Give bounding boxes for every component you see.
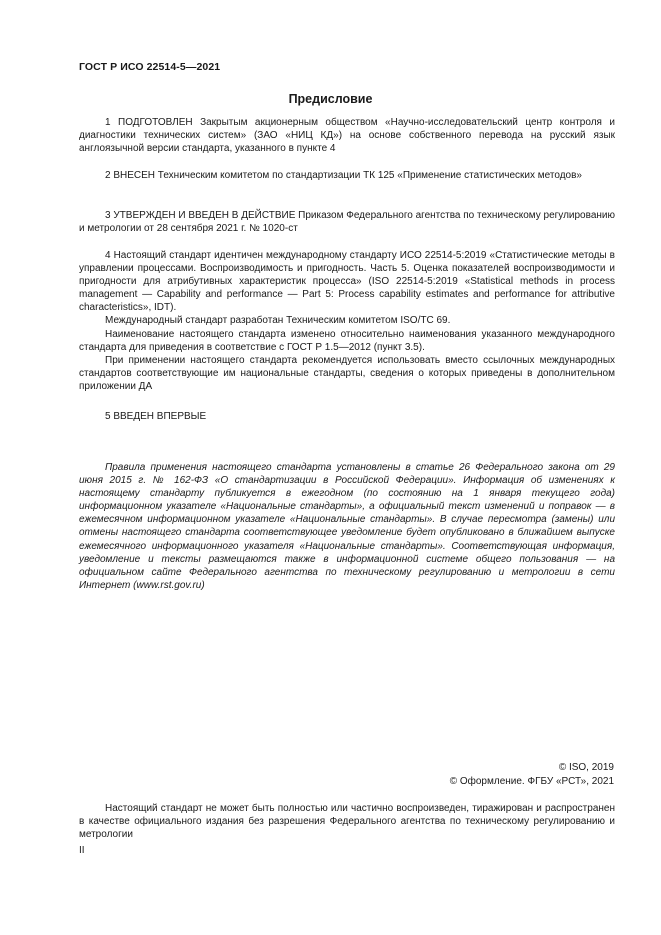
foreword-item-2 (79, 169, 615, 182)
foreword-item-1 (79, 116, 615, 155)
paragraph: 3 УТВЕРЖДЕН И ВВЕДЕН В ДЕЙСТВИЕ Приказом Федерального агентства по техническому регулированию и метрологии от 28 сентября 2021 г. № 1020-ст (79, 210, 615, 235)
note-text: Правила применения настоящего стандарта установлены в статье 26 Федерального закона от 29 июня 2015 г. № 162-ФЗ «О стандартизации в Российской Федерации». Информация об изменениях к настоящему стандарту публикуется в ежегодном (по состоянию на 1 января текущего года) информационном указателе «Национальные стандарты», а официальный текст изменений и поправок — в ежемесячном информационном указателе «Национальные стандарты». В случае пересмотра (замены) или отмены настоящего стандарта соответствующее уведомление будет опубликовано в ближайшем выпуске ежемесячного информационного указателя «Национальные стандарты». Соответствующая информация, уведомление и тексты размещаются также в информационной системе общего пользования — на официальном сайте Федерального агентства по техническому регулированию и метрологии в сети Интернет (www.rst.gov.ru) (79, 462, 615, 591)
paragraph: 1 ПОДГОТОВЛЕН Закрытым акционерным обществом «Научно-исследовательский центр контроля и диагностики технических систем» (ЗАО «НИЦ КД») на основе собственного перевода на русский язык англоязычной версии стандарта, указанного в пункте 4 (79, 117, 615, 155)
reproduction-notice (79, 802, 615, 841)
copyright-iso: © ISO, 2019 (558, 762, 614, 773)
standard-code-header: ГОСТ Р ИСО 22514-5—2021 (79, 61, 221, 73)
paragraph: 5 ВВЕДЕН ВПЕРВЫЕ (105, 411, 207, 422)
page-title: Предисловие (288, 92, 373, 106)
paragraph: Международный стандарт разработан Техническим комитетом ISO/TC 69. (105, 315, 451, 327)
page-number: II (79, 845, 85, 856)
paragraph: 4 Настоящий стандарт идентичен международному стандарту ИСО 22514-5:2019 «Статистические методы в управлении процессами. Воспроизводимость и пригодность. Часть 5. Оценка показателей воспроизводимости и пригодности для атрибутивных характеристик процесса» (ISO 22514-5:2019 «Statistical methods in process management — Capability and performance — Part 5: Process capability estimates and performance for attributive characteristics», IDT). (79, 250, 615, 314)
foreword-item-4 (79, 249, 615, 393)
paragraph: При применении настоящего стандарта рекомендуется использовать вместо ссылочных международных стандартов соответствующие им национальные стандарты, сведения о которых приведены в дополнительном приложении ДА (79, 354, 615, 392)
copyright-design: © Оформление. ФГБУ «РСТ», 2021 (449, 776, 614, 787)
notice-text: Настоящий стандарт не может быть полностью или частично воспроизведен, тиражирован и распространен в качестве официального издания без разрешения Федерального агентства по техническому регулированию и метрологии (79, 803, 615, 841)
application-rules-note (79, 461, 615, 592)
paragraph: 2 ВНЕСЕН Техническим комитетом по стандартизации ТК 125 «Применение статистических методов» (105, 170, 582, 181)
foreword-item-5 (79, 410, 615, 423)
paragraph: Наименование настоящего стандарта изменено относительно наименования указанного международного стандарта для приведения в соответствие с ГОСТ Р 1.5—2012 (пункт 3.5). (79, 328, 615, 353)
foreword-item-3 (79, 209, 615, 235)
